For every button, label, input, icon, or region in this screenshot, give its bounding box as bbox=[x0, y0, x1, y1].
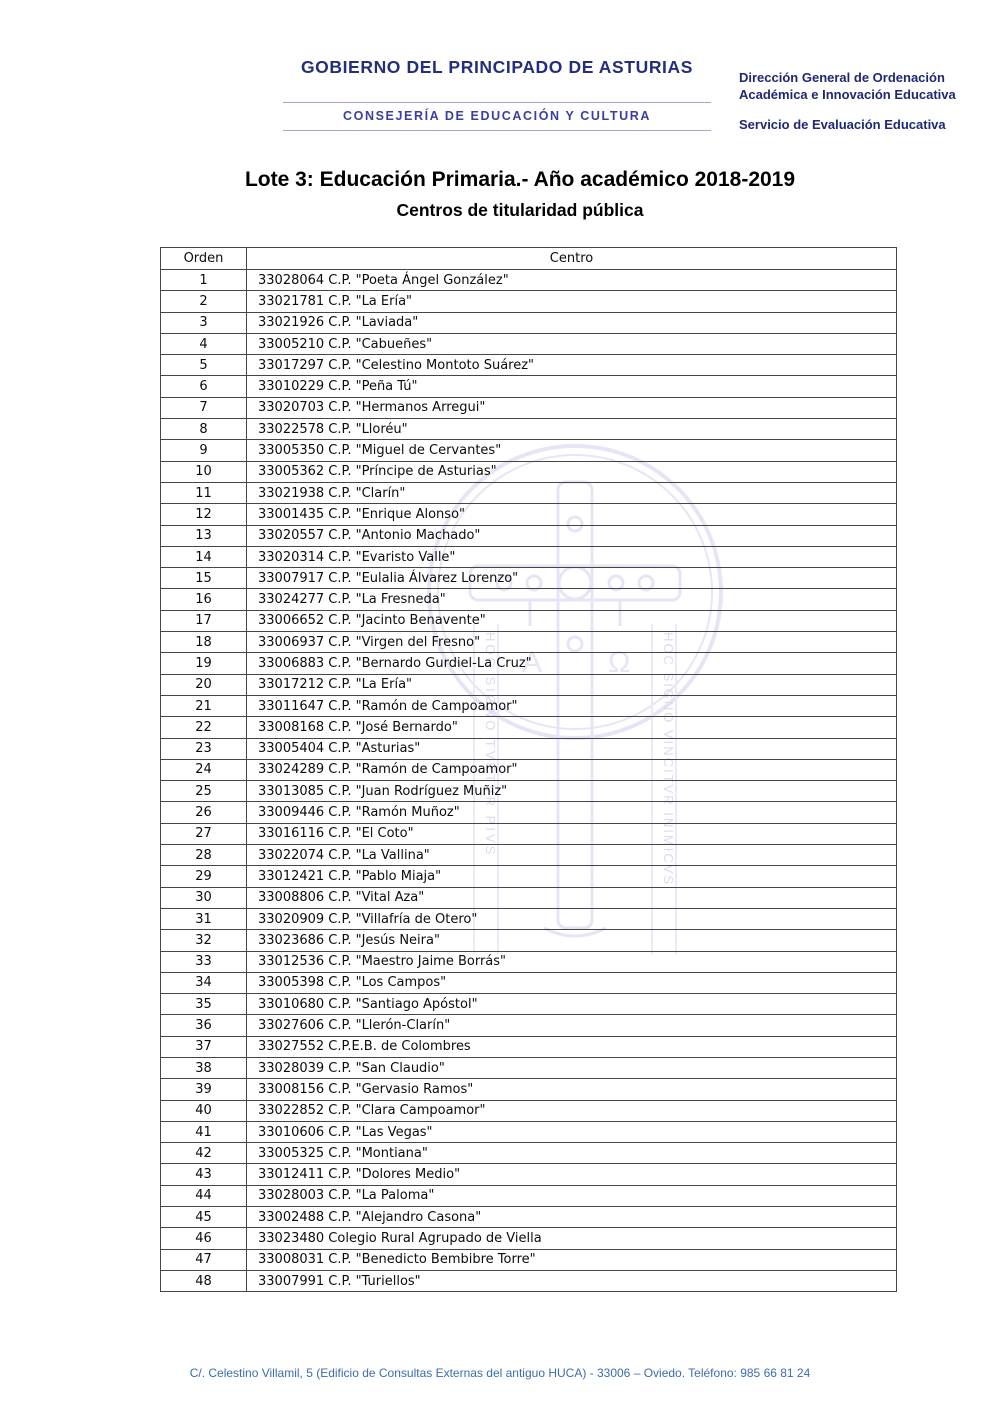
centro-cell: 33012411 C.P. "Dolores Medio" bbox=[247, 1164, 897, 1185]
orden-cell: 43 bbox=[161, 1164, 247, 1185]
orden-cell: 1 bbox=[161, 270, 247, 291]
orden-cell: 4 bbox=[161, 333, 247, 354]
table-row bbox=[161, 845, 897, 866]
table-row bbox=[161, 802, 897, 823]
orden-cell: 2 bbox=[161, 291, 247, 312]
centro-cell: 33023686 C.P. "Jesús Neira" bbox=[247, 930, 897, 951]
table-row bbox=[161, 1228, 897, 1249]
orden-cell: 28 bbox=[161, 845, 247, 866]
centro-cell: 33017297 C.P. "Celestino Montoto Suárez" bbox=[247, 355, 897, 376]
table-row bbox=[161, 738, 897, 759]
consejeria-name: CONSEJERÍA DE EDUCACIÓN Y CULTURA bbox=[343, 109, 651, 123]
table-row bbox=[161, 525, 897, 546]
table-row bbox=[161, 632, 897, 653]
table-row bbox=[161, 823, 897, 844]
orden-cell: 48 bbox=[161, 1270, 247, 1291]
table-row bbox=[161, 440, 897, 461]
centro-cell: 33022578 C.P. "Lloréu" bbox=[247, 419, 897, 440]
centro-cell: 33008168 C.P. "José Bernardo" bbox=[247, 717, 897, 738]
page-title: Lote 3: Educación Primaria.- Año académico 2018-2019 bbox=[244, 168, 796, 191]
orden-cell: 5 bbox=[161, 355, 247, 376]
centro-cell: 33010229 C.P. "Peña Tú" bbox=[247, 376, 897, 397]
servicio-evaluacion: Servicio de Evaluación Educativa bbox=[739, 117, 946, 132]
centro-cell: 33007991 C.P. "Turiellos" bbox=[247, 1270, 897, 1291]
table-body bbox=[161, 270, 897, 1292]
orden-cell: 40 bbox=[161, 1100, 247, 1121]
orden-cell: 25 bbox=[161, 781, 247, 802]
table-row bbox=[161, 1036, 897, 1057]
centro-cell: 33022074 C.P. "La Vallina" bbox=[247, 845, 897, 866]
centro-cell: 33013085 C.P. "Juan Rodríguez Muñiz" bbox=[247, 781, 897, 802]
orden-cell: 9 bbox=[161, 440, 247, 461]
centers-table bbox=[160, 247, 897, 1292]
orden-cell: 14 bbox=[161, 546, 247, 567]
table-row bbox=[161, 376, 897, 397]
orden-cell: 38 bbox=[161, 1057, 247, 1078]
orden-cell: 21 bbox=[161, 695, 247, 716]
centro-cell: 33011647 C.P. "Ramón de Campoamor" bbox=[247, 695, 897, 716]
table-row bbox=[161, 504, 897, 525]
page-subtitle: Centros de titularidad pública bbox=[396, 200, 644, 220]
table-row bbox=[161, 546, 897, 567]
orden-cell: 44 bbox=[161, 1185, 247, 1206]
centro-cell: 33005362 C.P. "Príncipe de Asturias" bbox=[247, 461, 897, 482]
centro-cell: 33006937 C.P. "Virgen del Fresno" bbox=[247, 632, 897, 653]
centro-cell: 33024277 C.P. "La Fresneda" bbox=[247, 589, 897, 610]
orden-cell: 27 bbox=[161, 823, 247, 844]
orden-cell: 22 bbox=[161, 717, 247, 738]
table-row bbox=[161, 717, 897, 738]
centro-cell: 33008031 C.P. "Benedicto Bembibre Torre" bbox=[247, 1249, 897, 1270]
letterhead bbox=[283, 56, 711, 131]
orden-cell: 31 bbox=[161, 908, 247, 929]
table-row bbox=[161, 1143, 897, 1164]
centro-cell: 33028064 C.P. "Poeta Ángel González" bbox=[247, 270, 897, 291]
table-row bbox=[161, 1057, 897, 1078]
centro-cell: 33008156 C.P. "Gervasio Ramos" bbox=[247, 1079, 897, 1100]
table-row bbox=[161, 333, 897, 354]
centro-cell: 33016116 C.P. "El Coto" bbox=[247, 823, 897, 844]
table-row bbox=[161, 866, 897, 887]
centro-cell: 33027552 C.P.E.B. de Colombres bbox=[247, 1036, 897, 1057]
centro-cell: 33020703 C.P. "Hermanos Arregui" bbox=[247, 397, 897, 418]
column-header-orden: Orden bbox=[161, 248, 247, 270]
table-row bbox=[161, 589, 897, 610]
orden-cell: 13 bbox=[161, 525, 247, 546]
letterhead-divider-top bbox=[283, 102, 711, 103]
orden-cell: 36 bbox=[161, 1015, 247, 1036]
orden-cell: 10 bbox=[161, 461, 247, 482]
centro-cell: 33022852 C.P. "Clara Campoamor" bbox=[247, 1100, 897, 1121]
table-row bbox=[161, 482, 897, 503]
centro-cell: 33020557 C.P. "Antonio Machado" bbox=[247, 525, 897, 546]
orden-cell: 3 bbox=[161, 312, 247, 333]
watermark-motto-right: HOC SIGNO VINCITVR INIMICVS bbox=[661, 632, 676, 887]
government-name: GOBIERNO DEL PRINCIPADO DE ASTURIAS bbox=[300, 57, 694, 77]
table-row bbox=[161, 1164, 897, 1185]
centro-cell: 33021938 C.P. "Clarín" bbox=[247, 482, 897, 503]
centro-cell: 33002488 C.P. "Alejandro Casona" bbox=[247, 1207, 897, 1228]
centro-cell: 33006883 C.P. "Bernardo Gurdiel-La Cruz" bbox=[247, 653, 897, 674]
orden-cell: 46 bbox=[161, 1228, 247, 1249]
orden-cell: 8 bbox=[161, 419, 247, 440]
table-row bbox=[161, 355, 897, 376]
table-row bbox=[161, 930, 897, 951]
table-row bbox=[161, 781, 897, 802]
watermark-motto-left: HOC SIGNO TVETVR PIVS bbox=[483, 632, 498, 858]
table-row bbox=[161, 972, 897, 993]
orden-cell: 7 bbox=[161, 397, 247, 418]
orden-cell: 26 bbox=[161, 802, 247, 823]
orden-cell: 19 bbox=[161, 653, 247, 674]
letterhead-department-block bbox=[739, 70, 979, 134]
centro-cell: 33005210 C.P. "Cabueñes" bbox=[247, 333, 897, 354]
centro-cell: 33020314 C.P. "Evaristo Valle" bbox=[247, 546, 897, 567]
orden-cell: 15 bbox=[161, 568, 247, 589]
centro-cell: 33012421 C.P. "Pablo Miaja" bbox=[247, 866, 897, 887]
centro-cell: 33010606 C.P. "Las Vegas" bbox=[247, 1121, 897, 1142]
orden-cell: 12 bbox=[161, 504, 247, 525]
table-row bbox=[161, 653, 897, 674]
table-row bbox=[161, 568, 897, 589]
table-row bbox=[161, 908, 897, 929]
orden-cell: 23 bbox=[161, 738, 247, 759]
centro-cell: 33024289 C.P. "Ramón de Campoamor" bbox=[247, 759, 897, 780]
orden-cell: 35 bbox=[161, 994, 247, 1015]
table-row bbox=[161, 951, 897, 972]
table-row bbox=[161, 887, 897, 908]
table-row bbox=[161, 1015, 897, 1036]
orden-cell: 32 bbox=[161, 930, 247, 951]
table-row bbox=[161, 1121, 897, 1142]
orden-cell: 42 bbox=[161, 1143, 247, 1164]
orden-cell: 34 bbox=[161, 972, 247, 993]
table-row bbox=[161, 759, 897, 780]
direccion-general-line1: Dirección General de Ordenación bbox=[739, 70, 945, 85]
orden-cell: 11 bbox=[161, 482, 247, 503]
alpha-glyph: Α bbox=[522, 646, 543, 679]
table-header-row bbox=[161, 248, 897, 270]
centro-cell: 33021781 C.P. "La Ería" bbox=[247, 291, 897, 312]
orden-cell: 39 bbox=[161, 1079, 247, 1100]
orden-cell: 29 bbox=[161, 866, 247, 887]
centro-cell: 33005350 C.P. "Miguel de Cervantes" bbox=[247, 440, 897, 461]
centro-cell: 33005398 C.P. "Los Campos" bbox=[247, 972, 897, 993]
footer-address: C/. Celestino Villamil, 5 (Edificio de Consultas Externas del antiguo HUCA) - 33006 – Oviedo. Teléfono: 985 66 81 24 bbox=[189, 1366, 811, 1380]
centro-cell: 33023480 Colegio Rural Agrupado de Viella bbox=[247, 1228, 897, 1249]
orden-cell: 18 bbox=[161, 632, 247, 653]
centro-cell: 33005404 C.P. "Asturias" bbox=[247, 738, 897, 759]
orden-cell: 16 bbox=[161, 589, 247, 610]
table-row bbox=[161, 674, 897, 695]
table-row bbox=[161, 419, 897, 440]
table-row bbox=[161, 994, 897, 1015]
centro-cell: 33009446 C.P. "Ramón Muñoz" bbox=[247, 802, 897, 823]
orden-cell: 17 bbox=[161, 610, 247, 631]
table-row bbox=[161, 1207, 897, 1228]
table-row bbox=[161, 291, 897, 312]
orden-cell: 20 bbox=[161, 674, 247, 695]
centro-cell: 33005325 C.P. "Montiana" bbox=[247, 1143, 897, 1164]
table-row bbox=[161, 397, 897, 418]
orden-cell: 24 bbox=[161, 759, 247, 780]
table-row bbox=[161, 1185, 897, 1206]
centro-cell: 33010680 C.P. "Santiago Apóstol" bbox=[247, 994, 897, 1015]
letterhead-divider-bottom bbox=[283, 130, 711, 131]
centro-cell: 33027606 C.P. "Llerón-Clarín" bbox=[247, 1015, 897, 1036]
table-row bbox=[161, 1249, 897, 1270]
orden-cell: 37 bbox=[161, 1036, 247, 1057]
centro-cell: 33028003 C.P. "La Paloma" bbox=[247, 1185, 897, 1206]
direccion-general-line2: Académica e Innovación Educativa bbox=[739, 86, 956, 102]
centro-cell: 33001435 C.P. "Enrique Alonso" bbox=[247, 504, 897, 525]
orden-cell: 33 bbox=[161, 951, 247, 972]
orden-cell: 41 bbox=[161, 1121, 247, 1142]
table-row bbox=[161, 461, 897, 482]
centro-cell: 33007917 C.P. "Eulalia Álvarez Lorenzo" bbox=[247, 568, 897, 589]
omega-glyph: Ω bbox=[608, 646, 631, 679]
table-row bbox=[161, 695, 897, 716]
centro-cell: 33020909 C.P. "Villafría de Otero" bbox=[247, 908, 897, 929]
orden-cell: 45 bbox=[161, 1207, 247, 1228]
orden-cell: 47 bbox=[161, 1249, 247, 1270]
centro-cell: 33017212 C.P. "La Ería" bbox=[247, 674, 897, 695]
orden-cell: 30 bbox=[161, 887, 247, 908]
table-row bbox=[161, 270, 897, 291]
column-header-centro: Centro bbox=[247, 248, 897, 270]
table-row bbox=[161, 1270, 897, 1291]
table-row bbox=[161, 1079, 897, 1100]
table-row bbox=[161, 610, 897, 631]
table-row bbox=[161, 1100, 897, 1121]
centro-cell: 33021926 C.P. "Laviada" bbox=[247, 312, 897, 333]
centro-cell: 33006652 C.P. "Jacinto Benavente" bbox=[247, 610, 897, 631]
table-row bbox=[161, 312, 897, 333]
centro-cell: 33028039 C.P. "San Claudio" bbox=[247, 1057, 897, 1078]
orden-cell: 6 bbox=[161, 376, 247, 397]
centro-cell: 33012536 C.P. "Maestro Jaime Borrás" bbox=[247, 951, 897, 972]
centro-cell: 33008806 C.P. "Vital Aza" bbox=[247, 887, 897, 908]
